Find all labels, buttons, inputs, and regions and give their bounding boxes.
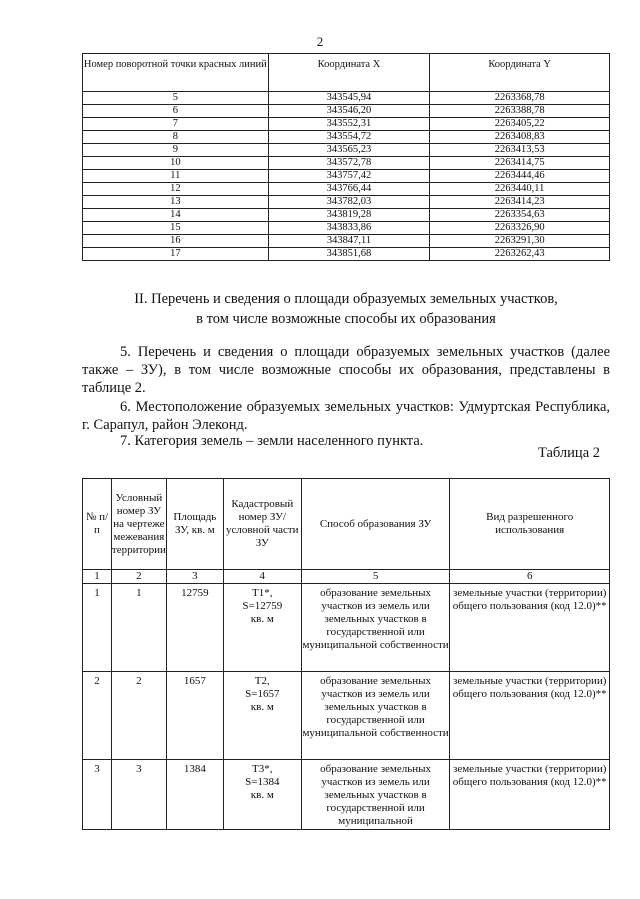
point-number: 13 bbox=[83, 196, 269, 209]
section-heading-line2: в том числе возможные способы их образования bbox=[196, 311, 496, 327]
cadastral-number bbox=[223, 672, 301, 760]
row-number: 3 bbox=[83, 760, 112, 830]
permitted-use: земельные участки (территории) общего пользования (код 12.0)** bbox=[450, 584, 610, 672]
formation-method: образование земельных участков из земель или земельных участков в государственной или муниципальной собственности bbox=[301, 672, 450, 760]
table-caption: Таблица 2 bbox=[537, 445, 600, 461]
conditional-number: 3 bbox=[111, 760, 166, 830]
conditional-number: 2 bbox=[111, 672, 166, 760]
section-heading-line1: II. Перечень и сведения о площади образуемых земельных участков, bbox=[134, 291, 558, 307]
table-header-row bbox=[83, 54, 610, 92]
point-number: 17 bbox=[83, 248, 269, 261]
point-number: 6 bbox=[83, 105, 269, 118]
coordinates-table bbox=[82, 53, 610, 261]
formation-method: образование земельных участков из земель или земельных участков в государственной или муниципальной собственности bbox=[301, 584, 450, 672]
coordinate-x: 343847,11 bbox=[268, 235, 430, 248]
header-permitted-use: Вид разрешенного использования bbox=[450, 479, 610, 570]
point-number: 10 bbox=[83, 157, 269, 170]
table-row bbox=[83, 183, 610, 196]
coordinate-y: 2263326,90 bbox=[430, 222, 610, 235]
column-number: 2 bbox=[111, 570, 166, 584]
coordinate-x: 343766,44 bbox=[268, 183, 430, 196]
cadastral-line: Т3*, bbox=[252, 763, 273, 775]
coordinate-x: 343851,68 bbox=[268, 248, 430, 261]
cadastral-line: кв. м bbox=[250, 613, 274, 625]
coordinate-y: 2263388,78 bbox=[430, 105, 610, 118]
coordinate-y: 2263354,63 bbox=[430, 209, 610, 222]
table-header-row bbox=[83, 479, 610, 570]
paragraph-7: 7. Категория земель – земли населенного пункта. bbox=[120, 433, 424, 449]
permitted-use: земельные участки (территории) общего пользования (код 12.0)** bbox=[450, 672, 610, 760]
area-value: 12759 bbox=[166, 584, 223, 672]
coordinate-y: 2263413,53 bbox=[430, 144, 610, 157]
column-number: 6 bbox=[450, 570, 610, 584]
coordinate-x: 343833,86 bbox=[268, 222, 430, 235]
table-row bbox=[83, 196, 610, 209]
point-number: 8 bbox=[83, 131, 269, 144]
cadastral-line: S=1657 bbox=[245, 688, 280, 700]
table-row bbox=[83, 92, 610, 105]
column-number: 5 bbox=[301, 570, 450, 584]
coordinate-y: 2263414,75 bbox=[430, 157, 610, 170]
point-number: 7 bbox=[83, 118, 269, 131]
column-number: 4 bbox=[223, 570, 301, 584]
point-number: 12 bbox=[83, 183, 269, 196]
table-row bbox=[83, 235, 610, 248]
paragraph-5: 5. Перечень и сведения о площади образуемых земельных участков (далее также – ЗУ), в том числе возможные способы их образования, представлены в таблице 2. bbox=[82, 344, 610, 396]
paragraph-6: 6. Местоположение образуемых земельных участков: Удмуртская Республика, г. Сарапул, район Элеконд. bbox=[82, 399, 610, 433]
area-value: 1657 bbox=[166, 672, 223, 760]
table-row bbox=[83, 157, 610, 170]
point-number: 16 bbox=[83, 235, 269, 248]
table-row bbox=[83, 760, 610, 830]
coordinate-y: 2263408,83 bbox=[430, 131, 610, 144]
table-row bbox=[83, 144, 610, 157]
header-area: Площадь ЗУ, кв. м bbox=[166, 479, 223, 570]
table-row bbox=[83, 672, 610, 760]
header-cadastral-number: Кадастровый номер ЗУ/ условной части ЗУ bbox=[223, 479, 301, 570]
table-row bbox=[83, 248, 610, 261]
cadastral-line: кв. м bbox=[250, 701, 274, 713]
table-row bbox=[83, 584, 610, 672]
header-point-number: Номер поворотной точки красных линий bbox=[83, 54, 269, 92]
header-coordinate-x: Координата X bbox=[268, 54, 430, 92]
coordinate-y: 2263440,11 bbox=[430, 183, 610, 196]
cadastral-line: Т2, bbox=[254, 675, 270, 687]
coordinate-y: 2263405,22 bbox=[430, 118, 610, 131]
cadastral-line: S=1384 bbox=[245, 776, 280, 788]
coordinate-x: 343552,31 bbox=[268, 118, 430, 131]
coordinate-x: 343565,23 bbox=[268, 144, 430, 157]
conditional-number: 1 bbox=[111, 584, 166, 672]
cadastral-number bbox=[223, 760, 301, 830]
formation-method: образование земельных участков из земель или земельных участков в государственной или муниципальной bbox=[301, 760, 450, 830]
cadastral-line: Т1*, bbox=[252, 587, 273, 599]
coordinate-y: 2263444,46 bbox=[430, 170, 610, 183]
coordinate-x: 343782,03 bbox=[268, 196, 430, 209]
coordinate-x: 343545,94 bbox=[268, 92, 430, 105]
point-number: 5 bbox=[83, 92, 269, 105]
coordinate-y: 2263291,30 bbox=[430, 235, 610, 248]
cadastral-number bbox=[223, 584, 301, 672]
coordinate-x: 343546,20 bbox=[268, 105, 430, 118]
table-row bbox=[83, 131, 610, 144]
table-row bbox=[83, 170, 610, 183]
section-heading bbox=[82, 289, 610, 329]
row-number: 2 bbox=[83, 672, 112, 760]
area-value: 1384 bbox=[166, 760, 223, 830]
point-number: 15 bbox=[83, 222, 269, 235]
coordinate-x: 343757,42 bbox=[268, 170, 430, 183]
row-number: 1 bbox=[83, 584, 112, 672]
coordinate-y: 2263262,43 bbox=[430, 248, 610, 261]
cadastral-line: кв. м bbox=[250, 789, 274, 801]
table-row bbox=[83, 118, 610, 131]
header-formation-method: Способ образования ЗУ bbox=[301, 479, 450, 570]
column-number: 3 bbox=[166, 570, 223, 584]
header-coordinate-y: Координата Y bbox=[430, 54, 610, 92]
coordinate-x: 343572,78 bbox=[268, 157, 430, 170]
land-plots-table bbox=[82, 478, 610, 830]
column-number: 1 bbox=[83, 570, 112, 584]
table-row bbox=[83, 105, 610, 118]
coordinate-x: 343819,28 bbox=[268, 209, 430, 222]
coordinate-y: 2263368,78 bbox=[430, 92, 610, 105]
point-number: 14 bbox=[83, 209, 269, 222]
point-number: 9 bbox=[83, 144, 269, 157]
cadastral-line: S=12759 bbox=[242, 600, 283, 612]
table-row bbox=[83, 209, 610, 222]
permitted-use: земельные участки (территории) общего пользования (код 12.0)** bbox=[450, 760, 610, 830]
coordinate-y: 2263414,23 bbox=[430, 196, 610, 209]
page-number: 2 bbox=[316, 34, 324, 49]
point-number: 11 bbox=[83, 170, 269, 183]
header-conditional-number: Условный номер ЗУ на чертеже межевания территории bbox=[111, 479, 166, 570]
header-row-number: № п/п bbox=[83, 479, 112, 570]
coordinate-x: 343554,72 bbox=[268, 131, 430, 144]
column-number-row bbox=[83, 570, 610, 584]
table-row bbox=[83, 222, 610, 235]
